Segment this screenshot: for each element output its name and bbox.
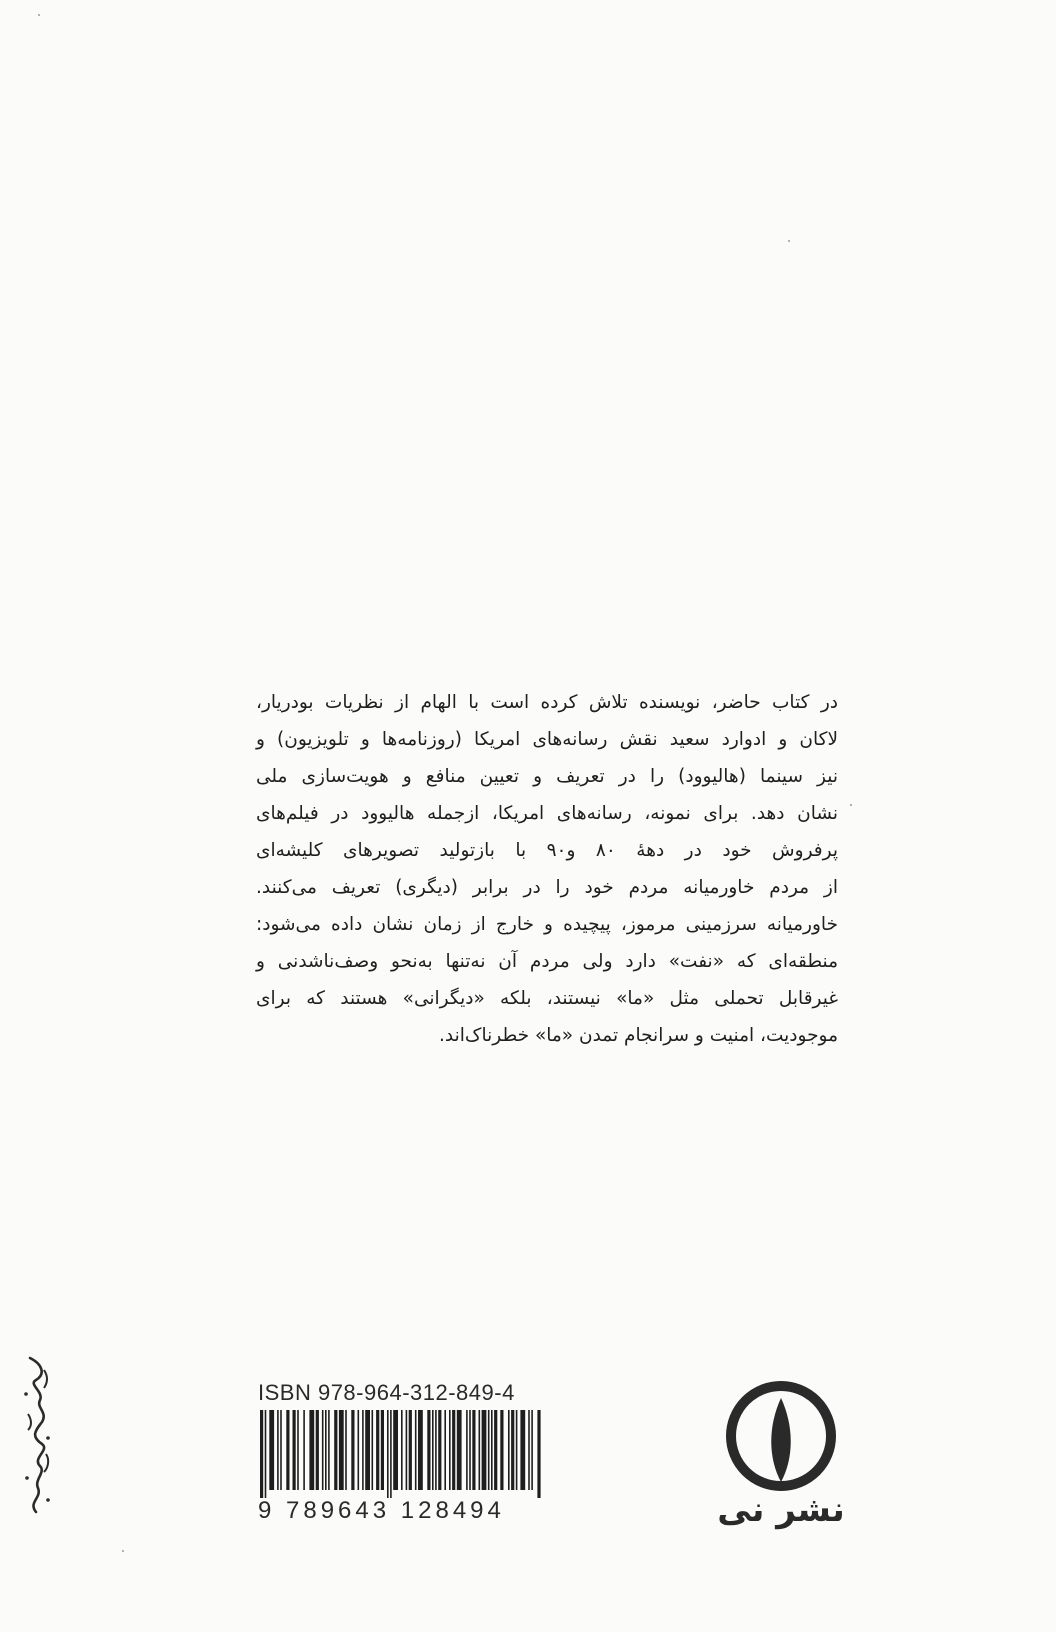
barcode-bar <box>531 1410 533 1490</box>
barcode-bar <box>466 1410 468 1490</box>
barcode-bar <box>286 1410 289 1490</box>
barcode-bar <box>457 1410 462 1490</box>
barcode-bars <box>258 1410 544 1498</box>
barcode-bar <box>303 1410 305 1490</box>
barcode-bar <box>309 1410 314 1490</box>
barcode-bar <box>491 1410 493 1490</box>
barcode-bar <box>316 1410 319 1490</box>
barcode-bar <box>444 1410 446 1490</box>
barcode-bar <box>469 1410 471 1490</box>
paper-speck <box>788 240 790 242</box>
barcode-bar <box>406 1410 408 1490</box>
barcode-digits: 9 789643 128494 <box>258 1497 505 1524</box>
barcode-bar <box>269 1410 274 1490</box>
barcode-bar <box>401 1410 403 1490</box>
blurb-text <box>256 684 838 1054</box>
barcode-bar <box>418 1410 423 1490</box>
barcode-bar <box>265 1410 267 1498</box>
barcode-bar <box>362 1410 364 1490</box>
barcode-bar <box>393 1410 398 1490</box>
blurb-line: در کتاب حاضر، نویسنده تلاش کرده است با الهام از نظریات بودریار، <box>256 692 838 713</box>
barcode-bar <box>322 1410 324 1490</box>
barcode-bar <box>435 1410 437 1490</box>
barcode-bar <box>482 1410 487 1490</box>
barcode-bar <box>339 1410 344 1490</box>
barcode-bar <box>277 1410 279 1490</box>
blurb-line: غیرقابل تحملی مثل «ما» نیستند، بلکه «دیگرانی» هستند که برای <box>256 988 838 1009</box>
barcode-bar <box>387 1410 389 1498</box>
barcode-bar <box>494 1410 497 1490</box>
barcode-bar <box>325 1410 327 1490</box>
barcode-bar <box>390 1410 392 1498</box>
barcode-bar <box>520 1410 525 1490</box>
paper-speck <box>38 14 40 16</box>
barcode-bar <box>293 1410 296 1490</box>
barcode-bar <box>365 1410 370 1490</box>
paper-speck <box>122 1550 124 1552</box>
barcode-bar <box>438 1410 441 1490</box>
barcode-bar <box>500 1410 503 1490</box>
paper-speck <box>850 804 852 806</box>
barcode-bar <box>511 1410 514 1490</box>
barcode-bar <box>488 1410 490 1490</box>
barcode-bar <box>516 1410 518 1490</box>
barcode-bar <box>358 1410 360 1490</box>
blurb-line: موجودیت، امنیت و سرانجام تمدن «ما» خطرناک‌اند. <box>439 1025 838 1046</box>
blurb-line: منطقه‌ای که «نفت» دارد ولی مردم آن نه‌تنها به‌نحو وصف‌ناشدنی و <box>256 951 838 972</box>
blurb-line: از مردم خاورمیانه مردم خود را در برابر (دیگری) تعریف می‌کنند. <box>256 877 838 898</box>
blurb-line: نیز سینما (هالیوود) را در تعریف و تعیین منافع و هویت‌سازی ملی <box>256 766 838 787</box>
blurb-line: پرفروش خود در دهۀ ۸۰ و۹۰ با بازتولید تصویرهای کلیشه‌ای <box>256 840 838 861</box>
isbn-barcode <box>258 1380 544 1530</box>
barcode-bar <box>376 1410 379 1490</box>
blurb-line: لاکان و ادوارد سعید نقش رسانه‌های امریکا (روزنامه‌ها و تلویزیون) و <box>256 729 838 750</box>
barcode-bar <box>427 1410 430 1490</box>
barcode-bar <box>372 1410 374 1490</box>
barcode-bar <box>334 1410 337 1490</box>
barcode-bar <box>452 1410 455 1490</box>
barcode-bar <box>528 1410 530 1490</box>
barcode-bar <box>472 1410 475 1490</box>
barcode-bar <box>381 1410 384 1490</box>
barcode-bar <box>345 1410 347 1490</box>
blurb-line: نشان دهد. برای نمونه، رسانه‌های امریکا، ازجمله هالیوود در فیلم‌های <box>256 803 838 824</box>
handwritten-signature <box>18 1350 58 1520</box>
barcode-bar <box>508 1410 510 1490</box>
barcode-bar <box>351 1410 354 1490</box>
barcode-bar <box>537 1410 540 1498</box>
barcode-bar <box>449 1410 451 1490</box>
barcode-bar <box>260 1410 263 1498</box>
barcode-bar <box>328 1410 330 1490</box>
barcode-bar <box>297 1410 299 1490</box>
barcode-bar <box>280 1410 282 1490</box>
barcode-bar <box>415 1410 417 1490</box>
barcode-bar <box>479 1410 481 1490</box>
blurb-line: خاورمیانه سرزمینی مرموز، پیچیده و خارج از زمان نشان داده می‌شود: <box>256 914 838 935</box>
barcode-bar <box>409 1410 412 1490</box>
publisher-name: نشر نی <box>717 1490 845 1530</box>
isbn-label: ISBN 978-964-312-849-4 <box>258 1380 515 1405</box>
barcode-bar <box>432 1410 434 1490</box>
